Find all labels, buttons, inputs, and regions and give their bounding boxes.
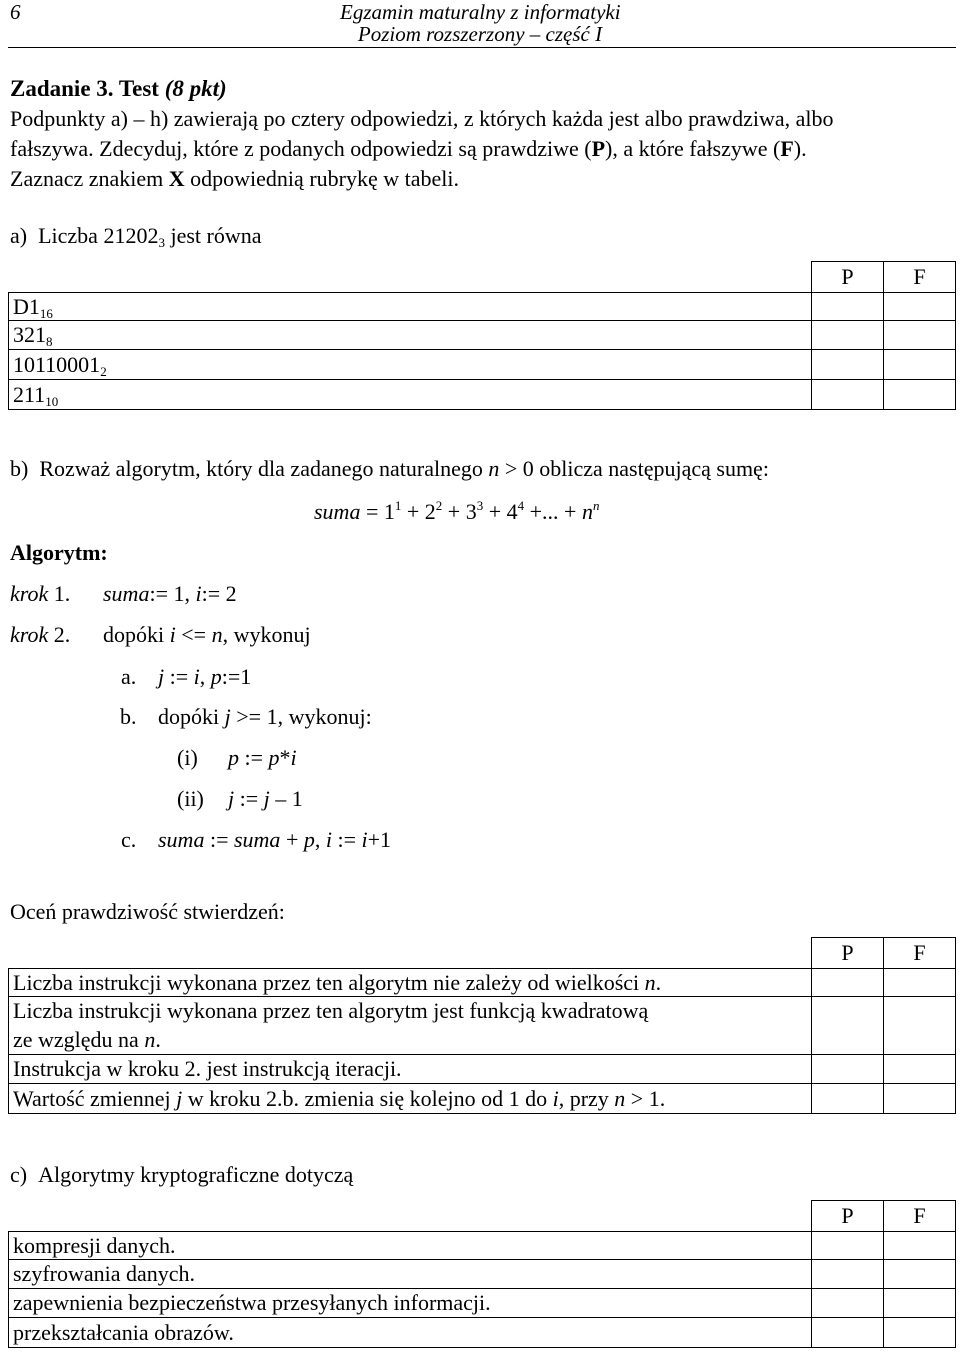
answer-cell-p[interactable] xyxy=(812,1055,884,1084)
part-a-option: $321_8$ xyxy=(9,321,812,350)
part-c-option: szyfrowania danych. xyxy=(9,1260,812,1289)
answer-cell-p[interactable] xyxy=(812,1318,884,1348)
answer-cell-p[interactable] xyxy=(812,293,884,321)
algorithm-step-2b-label: b. xyxy=(120,704,137,729)
statement: Liczba instrukcji wykonana przez ten algorytm jest funkcją kwadratową ze względu na n. xyxy=(9,997,812,1055)
header-rule xyxy=(8,47,956,48)
part-a-option: $211_{10}$ xyxy=(9,380,812,410)
answer-cell-p[interactable] xyxy=(812,969,884,997)
page-number: 6 xyxy=(10,0,21,24)
answer-cell-p[interactable] xyxy=(812,350,884,380)
algorithm-step-2a: j := i, p:=1 xyxy=(158,664,252,689)
answer-cell-f[interactable] xyxy=(884,1318,956,1348)
part-b-table xyxy=(8,937,956,1114)
part-c-option: przekształcania obrazów. xyxy=(9,1318,812,1348)
algorithm-step-2b-i: p := p*i xyxy=(228,745,297,770)
part-a-header-f: F xyxy=(884,262,956,293)
algorithm-step-2b-i-label: (i) xyxy=(177,745,198,770)
part-c-option: kompresji danych. xyxy=(9,1232,812,1260)
algorithm-step-2b-ii: j := j – 1 xyxy=(228,786,303,811)
answer-cell-p[interactable] xyxy=(812,997,884,1055)
answer-cell-f[interactable] xyxy=(884,1055,956,1084)
part-b-header-p: P xyxy=(812,938,884,969)
answer-cell-f[interactable] xyxy=(884,293,956,321)
answer-cell-p[interactable] xyxy=(812,380,884,410)
statement: Liczba instrukcji wykonana przez ten algorytm nie zależy od wielkości n. xyxy=(9,969,812,997)
algorithm-step-2a-label: a. xyxy=(121,664,137,689)
part-b-header-f: F xyxy=(884,938,956,969)
task-intro-line-3: Zaznacz znakiem X odpowiednią rubrykę w tabeli. xyxy=(10,166,459,191)
task-title-test: Test xyxy=(118,76,159,101)
answer-cell-f[interactable] xyxy=(884,1260,956,1289)
part-a-label: a) xyxy=(10,223,28,248)
algorithm-step-2: krok 2. xyxy=(10,622,71,647)
answer-cell-p[interactable] xyxy=(812,1084,884,1114)
answer-cell-p[interactable] xyxy=(812,1260,884,1289)
answer-cell-f[interactable] xyxy=(884,350,956,380)
statement: Wartość zmiennej j w kroku 2.b. zmienia się kolejno od 1 do i, przy n > 1. xyxy=(9,1084,812,1114)
answer-cell-f[interactable] xyxy=(884,1289,956,1318)
algorithm-step-2b: dopóki j >= 1, wykonuj: xyxy=(158,704,372,729)
algorithm-step-2b-ii-label: (ii) xyxy=(177,786,204,811)
answer-cell-p[interactable] xyxy=(812,1232,884,1260)
part-b-question: b) Rozważ algorytm, który dla zadanego naturalnego n > 0 oblicza następującą sumę: xyxy=(10,456,769,481)
algorithm-title: Algorytm: xyxy=(10,540,108,565)
algorithm-step-2c: suma := suma + p, i := i+1 xyxy=(158,827,392,852)
part-a-option: $D1_{16}$ xyxy=(9,293,812,321)
answer-cell-p[interactable] xyxy=(812,321,884,350)
algorithm-step-1-body: suma:= 1, i:= 2 xyxy=(103,581,237,606)
part-a-question: a) Liczba $21202_3$ jest równa xyxy=(10,223,262,250)
task-title xyxy=(10,77,227,100)
part-a-header-p: P xyxy=(812,262,884,293)
part-c-header-f: F xyxy=(884,1201,956,1232)
task-intro-line-1: Podpunkty a) – h) zawierają po cztery odpowiedzi, z których każda jest albo prawdziwa, albo xyxy=(10,106,834,131)
task-title-prefix: Zadanie 3. xyxy=(10,76,114,101)
exam-title: Egzamin maturalny z informatyki xyxy=(340,0,621,24)
part-c-table xyxy=(8,1200,956,1348)
answer-cell-f[interactable] xyxy=(884,997,956,1055)
answer-cell-f[interactable] xyxy=(884,1084,956,1114)
part-a-table xyxy=(8,261,956,410)
algorithm-step-1: krok 1. xyxy=(10,581,71,606)
part-b-label: b) xyxy=(10,456,29,481)
task-intro-line-2: fałszywa. Zdecyduj, które z podanych odpowiedzi są prawdziwe (P), a które fałszywe (F). xyxy=(10,136,807,161)
algorithm-step-2c-label: c. xyxy=(121,827,137,852)
part-c-question: c) Algorytmy kryptograficzne dotyczą xyxy=(10,1162,354,1187)
answer-cell-f[interactable] xyxy=(884,1232,956,1260)
algorithm-step-2-body: dopóki i <= n, wykonuj xyxy=(103,622,311,647)
part-c-option: zapewnienia bezpieczeństwa przesyłanych informacji. xyxy=(9,1289,812,1318)
answer-cell-p[interactable] xyxy=(812,1289,884,1318)
part-a-option: $10110001_2$ xyxy=(9,350,812,380)
exam-level: Poziom rozszerzony – część I xyxy=(357,22,603,46)
sum-formula: suma = $1^1 + 2^2 + 3^3 + 4^4$ +... + $n^n$ xyxy=(314,498,600,524)
answer-cell-f[interactable] xyxy=(884,321,956,350)
task-title-points: (8 pkt) xyxy=(164,76,227,101)
answer-cell-f[interactable] xyxy=(884,969,956,997)
answer-cell-f[interactable] xyxy=(884,380,956,410)
part-c-label: c) xyxy=(10,1162,28,1187)
evaluate-prompt: Oceń prawdziwość stwierdzeń: xyxy=(10,899,285,924)
statement: Instrukcja w kroku 2. jest instrukcją iteracji. xyxy=(9,1055,812,1084)
part-c-header-p: P xyxy=(812,1201,884,1232)
